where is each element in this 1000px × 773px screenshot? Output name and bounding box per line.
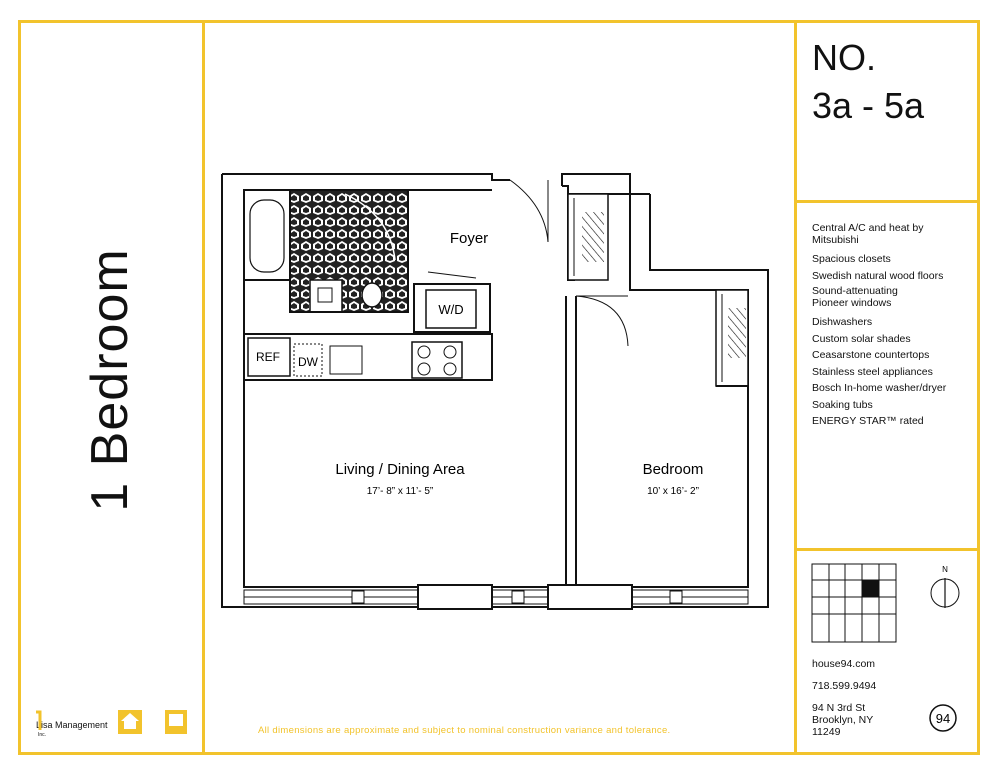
feature-item: Ceasarstone countertops xyxy=(812,349,930,361)
website: house94.com xyxy=(812,658,876,670)
feature-item: Bosch In-home washer/dryer xyxy=(812,382,947,394)
footer-logos xyxy=(36,710,187,738)
address xyxy=(812,702,873,738)
house94-logo-icon xyxy=(930,705,956,731)
accessibility-icon xyxy=(165,710,187,734)
bedroom-closet xyxy=(716,290,748,386)
phone: 718.599.9494 xyxy=(812,680,877,692)
north-arrow-icon xyxy=(931,565,959,608)
feature-item: Spacious closets xyxy=(812,253,891,265)
bathroom xyxy=(244,190,408,312)
unit-no-label: NO. xyxy=(812,37,877,78)
feature-item: Stainless steel appliances xyxy=(812,365,933,378)
north-label: N xyxy=(942,565,948,574)
management-logo: Lisa Management xyxy=(36,720,108,730)
feature-item: Custom solar shades xyxy=(812,332,911,345)
address-zip: 11249 xyxy=(812,726,841,738)
disclaimer: All dimensions are approximate and subject to nominal construction variance and tolerance. xyxy=(258,725,671,736)
ref-label: REF xyxy=(256,350,280,364)
bedroom-dims: 10’ x 16’- 2” xyxy=(647,486,699,497)
feature-item: Soaking tubs xyxy=(812,398,873,411)
wd-label: W/D xyxy=(438,302,464,317)
foyer-closet xyxy=(568,194,608,280)
bedroom-label: Bedroom xyxy=(642,461,704,478)
dw-label: DW xyxy=(298,355,318,369)
feature-item: Sound-attenuating Pioneer windows xyxy=(812,285,898,309)
equal-housing-icon xyxy=(118,710,142,734)
living-dims: 17’- 8” x 11’- 5” xyxy=(366,486,434,497)
living-label: Living / Dining Area xyxy=(335,461,465,478)
bedroom-door xyxy=(576,296,628,346)
logo-mark: 94 xyxy=(935,711,951,726)
windows xyxy=(244,585,748,609)
plan-type-title: 1 Bedroom xyxy=(81,248,139,512)
address-line-2: Brooklyn, NY xyxy=(812,714,874,726)
foyer-label: Foyer xyxy=(449,230,489,247)
management-logo-sub: Inc. xyxy=(38,732,47,738)
feature-item: Dishwashers xyxy=(812,316,873,328)
address-line-1: 94 N 3rd St xyxy=(812,702,866,714)
unit-range: 3a - 5a xyxy=(812,85,925,126)
entry-door xyxy=(510,180,548,242)
feature-item: Central A/C and heat by Mitsubishi xyxy=(812,222,924,246)
building-locator xyxy=(812,564,896,642)
feature-item: ENERGY STAR™ rated xyxy=(812,415,924,427)
washer-dryer xyxy=(414,272,490,332)
feature-item: Swedish natural wood floors xyxy=(812,269,944,282)
kitchen xyxy=(244,334,492,380)
